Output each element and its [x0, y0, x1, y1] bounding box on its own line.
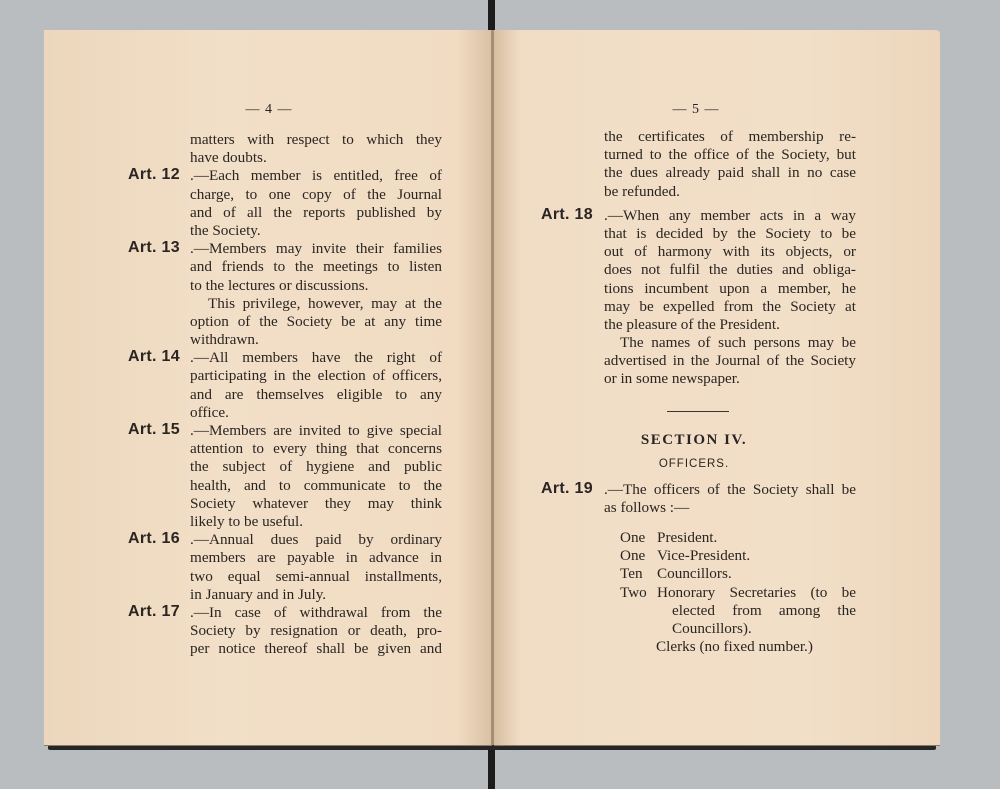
text-line: the subject of hygiene and public [190, 458, 442, 476]
text-line: as follows :— [604, 499, 690, 517]
article-label: Art. 19 [541, 480, 593, 497]
text-line: be refunded. [604, 182, 680, 200]
officer-title: President. [657, 529, 718, 546]
text-line: have doubts. [190, 149, 267, 167]
text-line: or in some newspaper. [604, 370, 740, 388]
officer-item [620, 565, 856, 583]
background-divider [488, 745, 495, 789]
text-line: .—In case of withdrawal from the [190, 603, 442, 621]
article-16 [128, 530, 442, 604]
text-line: elected from among the [672, 601, 856, 619]
officer-count: One [620, 547, 646, 565]
article-14 [128, 348, 442, 422]
article-18 [541, 205, 856, 389]
article-19-block [541, 480, 856, 517]
section-title: SECTION IV. [640, 432, 748, 448]
text-line: the Society. [190, 221, 261, 239]
text-line: and are themselves eligible to any [190, 385, 442, 403]
text-line: may be expelled from the Society at [604, 297, 856, 315]
text-line: matters with respect to which they [190, 131, 442, 148]
text-line: likely to be useful. [190, 512, 304, 530]
page-number: — 5 — [672, 102, 720, 117]
officers-list [620, 529, 856, 656]
text-line: Councillors). [672, 619, 752, 637]
text-line: tions incumbent upon a member, he [604, 279, 856, 297]
officer-title: Honorary Secretaries (to be [657, 583, 856, 601]
text-line: The names of such persons may be [620, 334, 856, 352]
section-divider [667, 411, 729, 412]
text-line: the dues already paid shall in no case [604, 164, 856, 182]
text-line: .—Members are invited to give special [190, 422, 442, 439]
section-subtitle: OFFICERS. [658, 458, 730, 470]
text-line: members are payable in advance in [190, 549, 442, 567]
text-line: to the lectures or discussions. [190, 276, 369, 294]
text-line: in January and in July. [190, 585, 327, 603]
article-13 [128, 239, 442, 349]
officer-count: One [620, 529, 646, 546]
text-line: participating in the election of officers, [190, 367, 442, 385]
officer-title: Councillors. [657, 565, 732, 583]
officer-count: Two [620, 583, 647, 601]
book-gutter [491, 30, 494, 745]
article-label: Art. 14 [128, 348, 180, 366]
text-line: option of the Society be at any time [190, 312, 442, 330]
text-line: .—All members have the right of [190, 349, 442, 367]
text-line: This privilege, however, may at the [208, 294, 442, 312]
article-label: Art. 16 [128, 530, 180, 548]
text-line: and of all the reports published by [190, 203, 442, 221]
text-line: two equal semi-annual installments, [190, 567, 442, 585]
article-label: Art. 13 [128, 239, 180, 257]
right-page [494, 30, 940, 746]
left-page-text [128, 131, 442, 658]
page-number: — 4 — [245, 102, 293, 117]
officer-item [620, 529, 856, 547]
right-page-text [541, 128, 856, 389]
text-line: that is decided by the Society to be [604, 224, 856, 242]
article-label: Art. 12 [128, 166, 180, 184]
officer-title: Vice-President. [657, 547, 751, 565]
text-line: office. [190, 403, 229, 421]
text-line: does not fulfil the duties and obliga- [604, 261, 856, 279]
text-line: .—When any member acts in a way [604, 206, 856, 224]
article-15 [128, 421, 442, 531]
text-line: per notice thereof shall be given and [190, 640, 442, 658]
text-line: out of harmony with its objects, or [604, 243, 856, 261]
background-divider [488, 0, 495, 32]
article-label: Art. 18 [541, 205, 593, 223]
officer-item [620, 547, 856, 565]
article-label: Art. 17 [128, 602, 180, 620]
officer-count: Ten [620, 565, 643, 583]
article-19 [541, 480, 856, 517]
text-line: advertised in the Journal of the Society [604, 352, 856, 370]
text-line: and friends to the meetings to listen [190, 258, 442, 276]
text-line: turned to the office of the Society, but [604, 146, 856, 164]
text-line: the certificates of membership re- [604, 128, 856, 145]
text-line: .—The officers of the Society shall be [604, 481, 856, 498]
text-line: .—Each member is entitled, free of [190, 167, 442, 185]
text-line: withdrawn. [190, 331, 259, 349]
officer-item: Clerks (no fixed number.) [656, 638, 813, 656]
article-12 [128, 166, 442, 240]
text-line: attention to every thing that concerns [190, 440, 442, 458]
text-line: health, and to communicate to the [190, 476, 442, 494]
article-17 [128, 602, 442, 659]
text-line: .—Annual dues paid by ordinary [190, 531, 442, 549]
left-page [44, 30, 492, 746]
text-line: .—Members may invite their families [190, 240, 442, 258]
officer-item [620, 584, 856, 602]
text-line: Society whatever they may think [190, 494, 442, 512]
text-line: the pleasure of the President. [604, 315, 780, 333]
text-line: charge, to one copy of the Journal [190, 185, 442, 203]
text-line: Society by resignation or death, pro- [190, 622, 442, 640]
article-label: Art. 15 [128, 421, 180, 438]
